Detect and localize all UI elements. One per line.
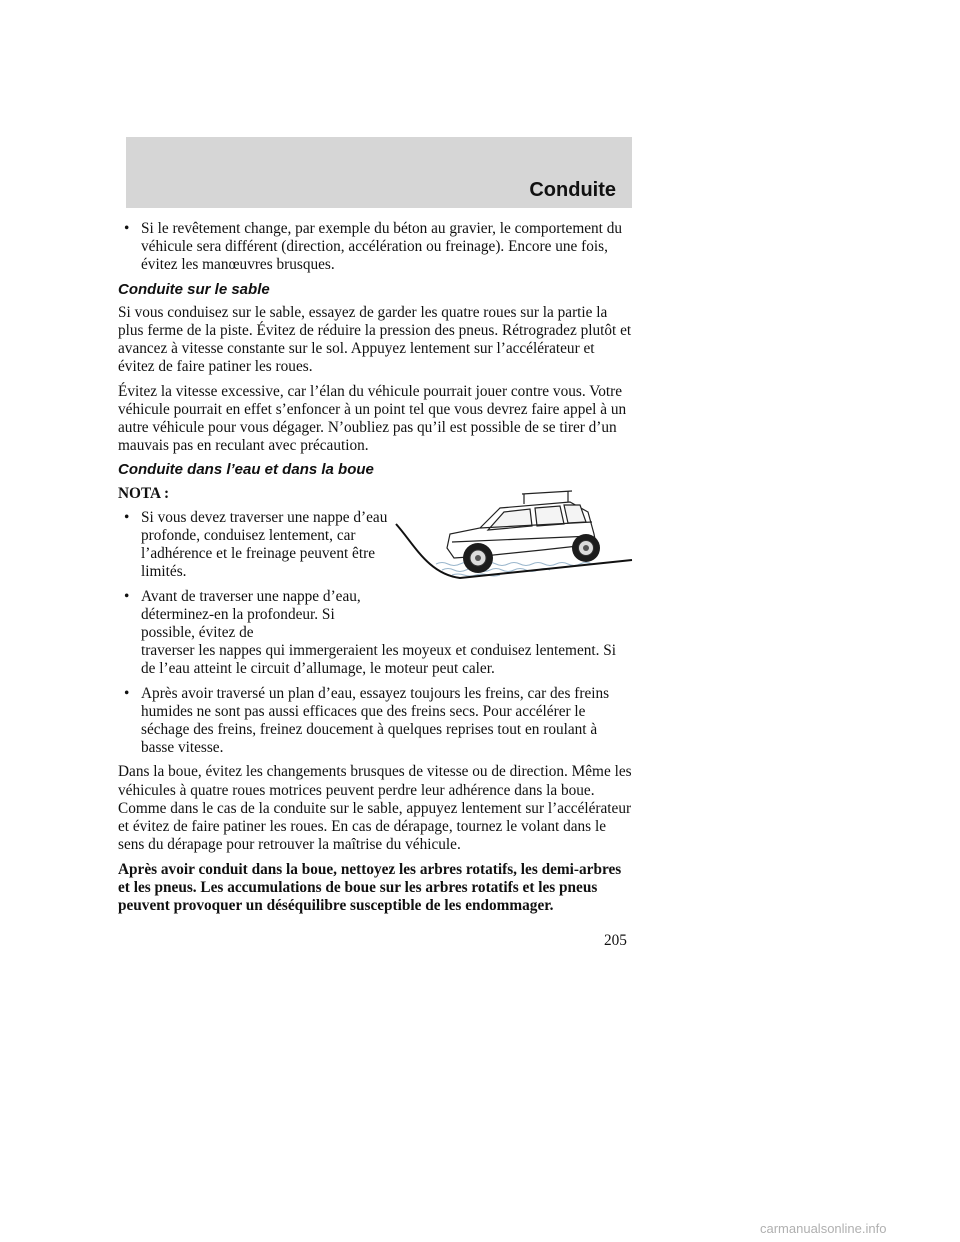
paragraph-sand-1: Si vous conduisez sur le sable, essayez de garder les quatre roues sur la partie la plus ferme de la piste. Évitez de réduire la pression des pneus. Rétrogradez plutôt et avancez à vitesse constante sur le sol. Appuyez lentement sur l’accélérateur et évitez de faire patiner les roues. bbox=[118, 303, 632, 376]
bullet-item-surface-change bbox=[118, 220, 632, 275]
bullet-item-deep-water bbox=[118, 509, 403, 582]
rear-wheel bbox=[572, 534, 600, 562]
bullet-item-brakes bbox=[118, 685, 632, 758]
bullet-marker: • bbox=[124, 684, 130, 702]
heading-sand: Conduite sur le sable bbox=[118, 280, 270, 298]
front-wheel bbox=[463, 543, 493, 573]
watermark: carmanualsonline.info bbox=[760, 1221, 887, 1236]
bullet-text-continued: traverser les nappes qui immergeraient les moyeux et conduisez lentement. Si de l’eau atteint le circuit d’allumage, le moteur peut caler. bbox=[141, 642, 617, 678]
water-ripples bbox=[436, 563, 592, 577]
bullet-text: Après avoir traversé un plan d’eau, essayez toujours les freins, car des freins humides ne sont pas aussi efficaces que des freins secs. Pour accélérer le séchage des freins, freinez doucement à quelques reprises tout en roulant à basse vitesse. bbox=[141, 684, 610, 757]
bullet-text: Si vous devez traverser une nappe d’eau profonde, conduisez lentement, car l’adhérence et le freinage peuvent être limités. bbox=[141, 508, 388, 581]
nota-label: NOTA : bbox=[118, 484, 170, 502]
heading-water-mud: Conduite dans l’eau et dans la boue bbox=[118, 461, 374, 479]
header-band bbox=[126, 137, 632, 208]
bullet-marker: • bbox=[124, 220, 130, 237]
paragraph-mud: Dans la boue, évitez les changements brusques de vitesse ou de direction. Même les véhicules à quatre roues motrices peuvent perdre leur adhérence dans la boue. Comme dans le cas de la conduite sur le sable, appuyez lentement sur l’accélérateur et évitez de faire patiner les roues. En cas de dérapage, tournez le volant dans le sens du dérapage pour retrouver la maîtrise du véhicule. bbox=[118, 763, 632, 854]
suv-water-crossing-illustration bbox=[392, 486, 636, 586]
bullet-marker: • bbox=[124, 508, 130, 526]
bullet-text: Avant de traverser une nappe d’eau, déterminez-en la profondeur. Si possible, évitez de bbox=[141, 587, 361, 642]
paragraph-warning: Après avoir conduit dans la boue, nettoyez les arbres rotatifs, les demi-arbres et les pneus. Les accumulations de boue sur les arbres rotatifs et les pneus peuvent provoquer un déséquilibre susceptible de les endommager. bbox=[118, 860, 622, 914]
section-title: Conduite bbox=[529, 179, 616, 201]
paragraph-sand-2: Évitez la vitesse excessive, car l’élan du véhicule pourrait jouer contre vous. Votre véhicule pourrait en effet s’enfoncer à un point tel que vous devrez faire appel à un autre véhicule pour vous dégager. N’oubliez pas qu’il est possible de se tirer d’un mauvais pas en reculant avec précaution. bbox=[118, 382, 627, 455]
bullet-marker: • bbox=[124, 587, 130, 605]
page-number: 205 bbox=[604, 932, 627, 949]
bullet-item-water-depth bbox=[118, 588, 632, 679]
bullet-text: Si le revêtement change, par exemple du béton au gravier, le comportement du véhicule sera différent (direction, accélération ou freinage). Encore une fois, évitez les manœuvres brusques. bbox=[141, 220, 623, 274]
